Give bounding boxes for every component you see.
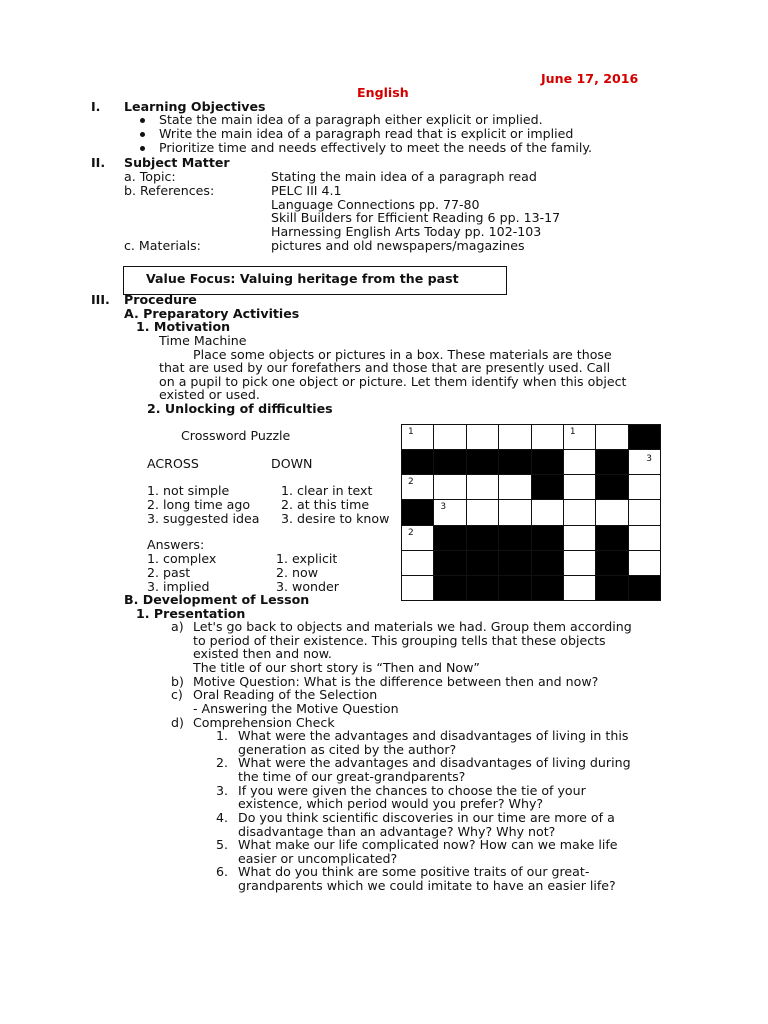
reference-item: Language Connections pp. 77-80: [271, 197, 480, 212]
presentation-heading: 1. Presentation: [136, 606, 246, 621]
crossword-cell: [499, 500, 531, 525]
crossword-grid: [401, 424, 661, 601]
crossword-black-cell: [499, 526, 531, 551]
down-clue: 1. clear in text: [281, 483, 373, 498]
crossword-title: Crossword Puzzle: [181, 428, 291, 443]
clue-number: 1: [408, 427, 414, 437]
question-number: 1.: [216, 728, 229, 743]
crossword-black-cell: [596, 576, 628, 601]
question-text: What were the advantages and disadvantages of living in this: [238, 728, 629, 743]
question-text: What make our life complicated now? How can we make life: [238, 837, 618, 852]
development-heading: B. Development of Lesson: [124, 592, 310, 607]
crossword-black-cell: [467, 551, 499, 576]
crossword-black-cell: [532, 475, 564, 500]
crossword-cell: [434, 500, 466, 525]
crossword-cell: [564, 526, 596, 551]
crossword-cell: [402, 551, 434, 576]
across-clue: 2. long time ago: [147, 497, 251, 512]
crossword-cell: [467, 475, 499, 500]
presentation-text: The title of our short story is “Then and Now”: [193, 660, 480, 675]
crossword-black-cell: [532, 551, 564, 576]
crossword-cell: [564, 425, 596, 450]
section-numeral-1: I.: [91, 99, 101, 114]
bullet-icon: [140, 132, 145, 137]
question-text: What do you think are some positive traits of our great-: [238, 864, 590, 879]
objective-item: Prioritize time and needs effectively to meet the needs of the family.: [159, 140, 593, 155]
oral-reading: Oral Reading of the Selection: [193, 687, 378, 702]
across-label: ACROSS: [147, 456, 199, 471]
across-answer: 2. past: [147, 565, 191, 580]
topic-label: a. Topic:: [124, 169, 176, 184]
down-label: DOWN: [271, 456, 313, 471]
question-number: 6.: [216, 864, 229, 879]
value-focus-text: Value Focus: Valuing heritage from the past: [146, 271, 459, 286]
question-number: 2.: [216, 755, 229, 770]
clue-number: 3: [440, 502, 447, 513]
crossword-cell: [402, 425, 434, 450]
motivation-text: Place some objects or pictures in a box. These materials are those: [193, 347, 612, 362]
crossword-cell: [629, 450, 661, 475]
across-clue: 3. suggested idea: [147, 511, 260, 526]
objective-item: State the main idea of a paragraph either explicit or implied.: [159, 112, 543, 127]
crossword-black-cell: [434, 551, 466, 576]
crossword-cell: [434, 475, 466, 500]
motivation-text: on a pupil to pick one object or picture. Let them identify when this object: [159, 374, 627, 389]
crossword-cell: [596, 425, 628, 450]
question-number: 4.: [216, 810, 229, 825]
crossword-cell: [532, 500, 564, 525]
crossword-cell: [564, 450, 596, 475]
question-text: easier or uncomplicated?: [238, 851, 398, 866]
crossword-black-cell: [499, 576, 531, 601]
crossword-black-cell: [532, 450, 564, 475]
crossword-black-cell: [532, 576, 564, 601]
crossword-black-cell: [434, 450, 466, 475]
clue-number: 2: [408, 527, 414, 538]
crossword-cell: [564, 576, 596, 601]
bullet-icon: [140, 118, 145, 123]
crossword-black-cell: [467, 576, 499, 601]
motivation-title: Time Machine: [159, 333, 247, 348]
item-marker: a): [171, 619, 184, 634]
presentation-text: to period of their existence. This grouping tells that these objects: [193, 633, 606, 648]
item-marker: c): [171, 687, 183, 702]
motivation-text: existed or used.: [159, 387, 260, 402]
crossword-black-cell: [596, 450, 628, 475]
across-clue: 1. not simple: [147, 483, 230, 498]
question-text: Do you think scientific discoveries in our time are more of a: [238, 810, 615, 825]
references-label: b. References:: [124, 183, 215, 198]
crossword-black-cell: [596, 551, 628, 576]
crossword-black-cell: [629, 576, 661, 601]
question-text: existence, which period would you prefer? Why?: [238, 796, 544, 811]
oral-reading-sub: - Answering the Motive Question: [193, 701, 399, 716]
crossword-cell: [402, 576, 434, 601]
section-heading-procedure: Procedure: [124, 292, 197, 307]
materials-value: pictures and old newspapers/magazines: [271, 238, 525, 253]
question-text: the time of our great-grandparents?: [238, 769, 466, 784]
question-number: 3.: [216, 783, 229, 798]
down-clue: 3. desire to know: [281, 511, 390, 526]
crossword-cell: [467, 425, 499, 450]
question-text: If you were given the chances to choose the tie of your: [238, 783, 586, 798]
down-answer: 3. wonder: [276, 579, 339, 594]
date: June 17, 2016: [541, 71, 639, 86]
crossword-cell: [434, 425, 466, 450]
question-number: 5.: [216, 837, 229, 852]
crossword-black-cell: [596, 475, 628, 500]
crossword-black-cell: [434, 576, 466, 601]
crossword-black-cell: [499, 551, 531, 576]
clue-number: 1: [569, 427, 576, 437]
materials-label: c. Materials:: [124, 238, 201, 253]
comprehension-check: Comprehension Check: [193, 715, 335, 730]
down-clue: 2. at this time: [281, 497, 370, 512]
across-answer: 3. implied: [147, 579, 210, 594]
item-marker: d): [171, 715, 184, 730]
crossword-black-cell: [402, 500, 434, 525]
question-text: disadvantage than an advantage? Why? Why not?: [238, 824, 556, 839]
crossword-cell: [564, 551, 596, 576]
crossword-cell: [499, 475, 531, 500]
prep-activities-heading: A. Preparatory Activities: [124, 306, 300, 321]
reference-item: Skill Builders for Efficient Reading 6 pp. 13-17: [271, 210, 561, 225]
question-text: What were the advantages and disadvantages of living during: [238, 755, 631, 770]
crossword-black-cell: [532, 526, 564, 551]
page-title: English: [357, 85, 409, 100]
section-numeral-3: III.: [91, 292, 110, 307]
topic-value: Stating the main idea of a paragraph read: [271, 169, 537, 184]
crossword-cell: [467, 500, 499, 525]
unlocking-heading: 2. Unlocking of difficulties: [147, 401, 333, 416]
item-marker: b): [171, 674, 184, 689]
crossword-black-cell: [499, 450, 531, 475]
crossword-cell: [564, 475, 596, 500]
presentation-text: Let's go back to objects and materials we had. Group them according: [193, 619, 632, 634]
section-heading-subject-matter: Subject Matter: [124, 155, 230, 170]
across-answer: 1. complex: [147, 551, 217, 566]
crossword-black-cell: [629, 425, 661, 450]
crossword-cell: [629, 475, 661, 500]
crossword-cell: [532, 425, 564, 450]
crossword-cell: [629, 526, 661, 551]
motive-question: Motive Question: What is the difference between then and now?: [193, 674, 599, 689]
section-numeral-2: II.: [91, 155, 106, 170]
crossword-black-cell: [467, 526, 499, 551]
answers-label: Answers:: [147, 537, 205, 552]
bullet-icon: [140, 146, 145, 151]
presentation-text: existed then and now.: [193, 646, 332, 661]
question-text: grandparents which we could imitate to have an easier life?: [238, 878, 616, 893]
down-answer: 1. explicit: [276, 551, 338, 566]
crossword-cell: [402, 475, 434, 500]
crossword-cell: [629, 551, 661, 576]
crossword-cell: [402, 526, 434, 551]
objective-item: Write the main idea of a paragraph read that is explicit or implied: [159, 126, 574, 141]
question-text: generation as cited by the author?: [238, 742, 457, 757]
reference-item: PELC III 4.1: [271, 183, 342, 198]
crossword-cell: [596, 500, 628, 525]
motivation-heading: 1. Motivation: [136, 319, 231, 334]
down-answer: 2. now: [276, 565, 319, 580]
crossword-black-cell: [434, 526, 466, 551]
clue-number: 3: [646, 454, 652, 465]
reference-item: Harnessing English Arts Today pp. 102-103: [271, 224, 542, 239]
section-heading-objectives: Learning Objectives: [124, 99, 266, 114]
crossword-cell: [499, 425, 531, 450]
crossword-black-cell: [402, 450, 434, 475]
clue-number: 2: [408, 477, 414, 488]
crossword-cell: [629, 500, 661, 525]
crossword-black-cell: [467, 450, 499, 475]
crossword-cell: [564, 500, 596, 525]
crossword-black-cell: [596, 526, 628, 551]
motivation-text: that are used by our forefathers and those that are presently used. Call: [159, 360, 611, 375]
